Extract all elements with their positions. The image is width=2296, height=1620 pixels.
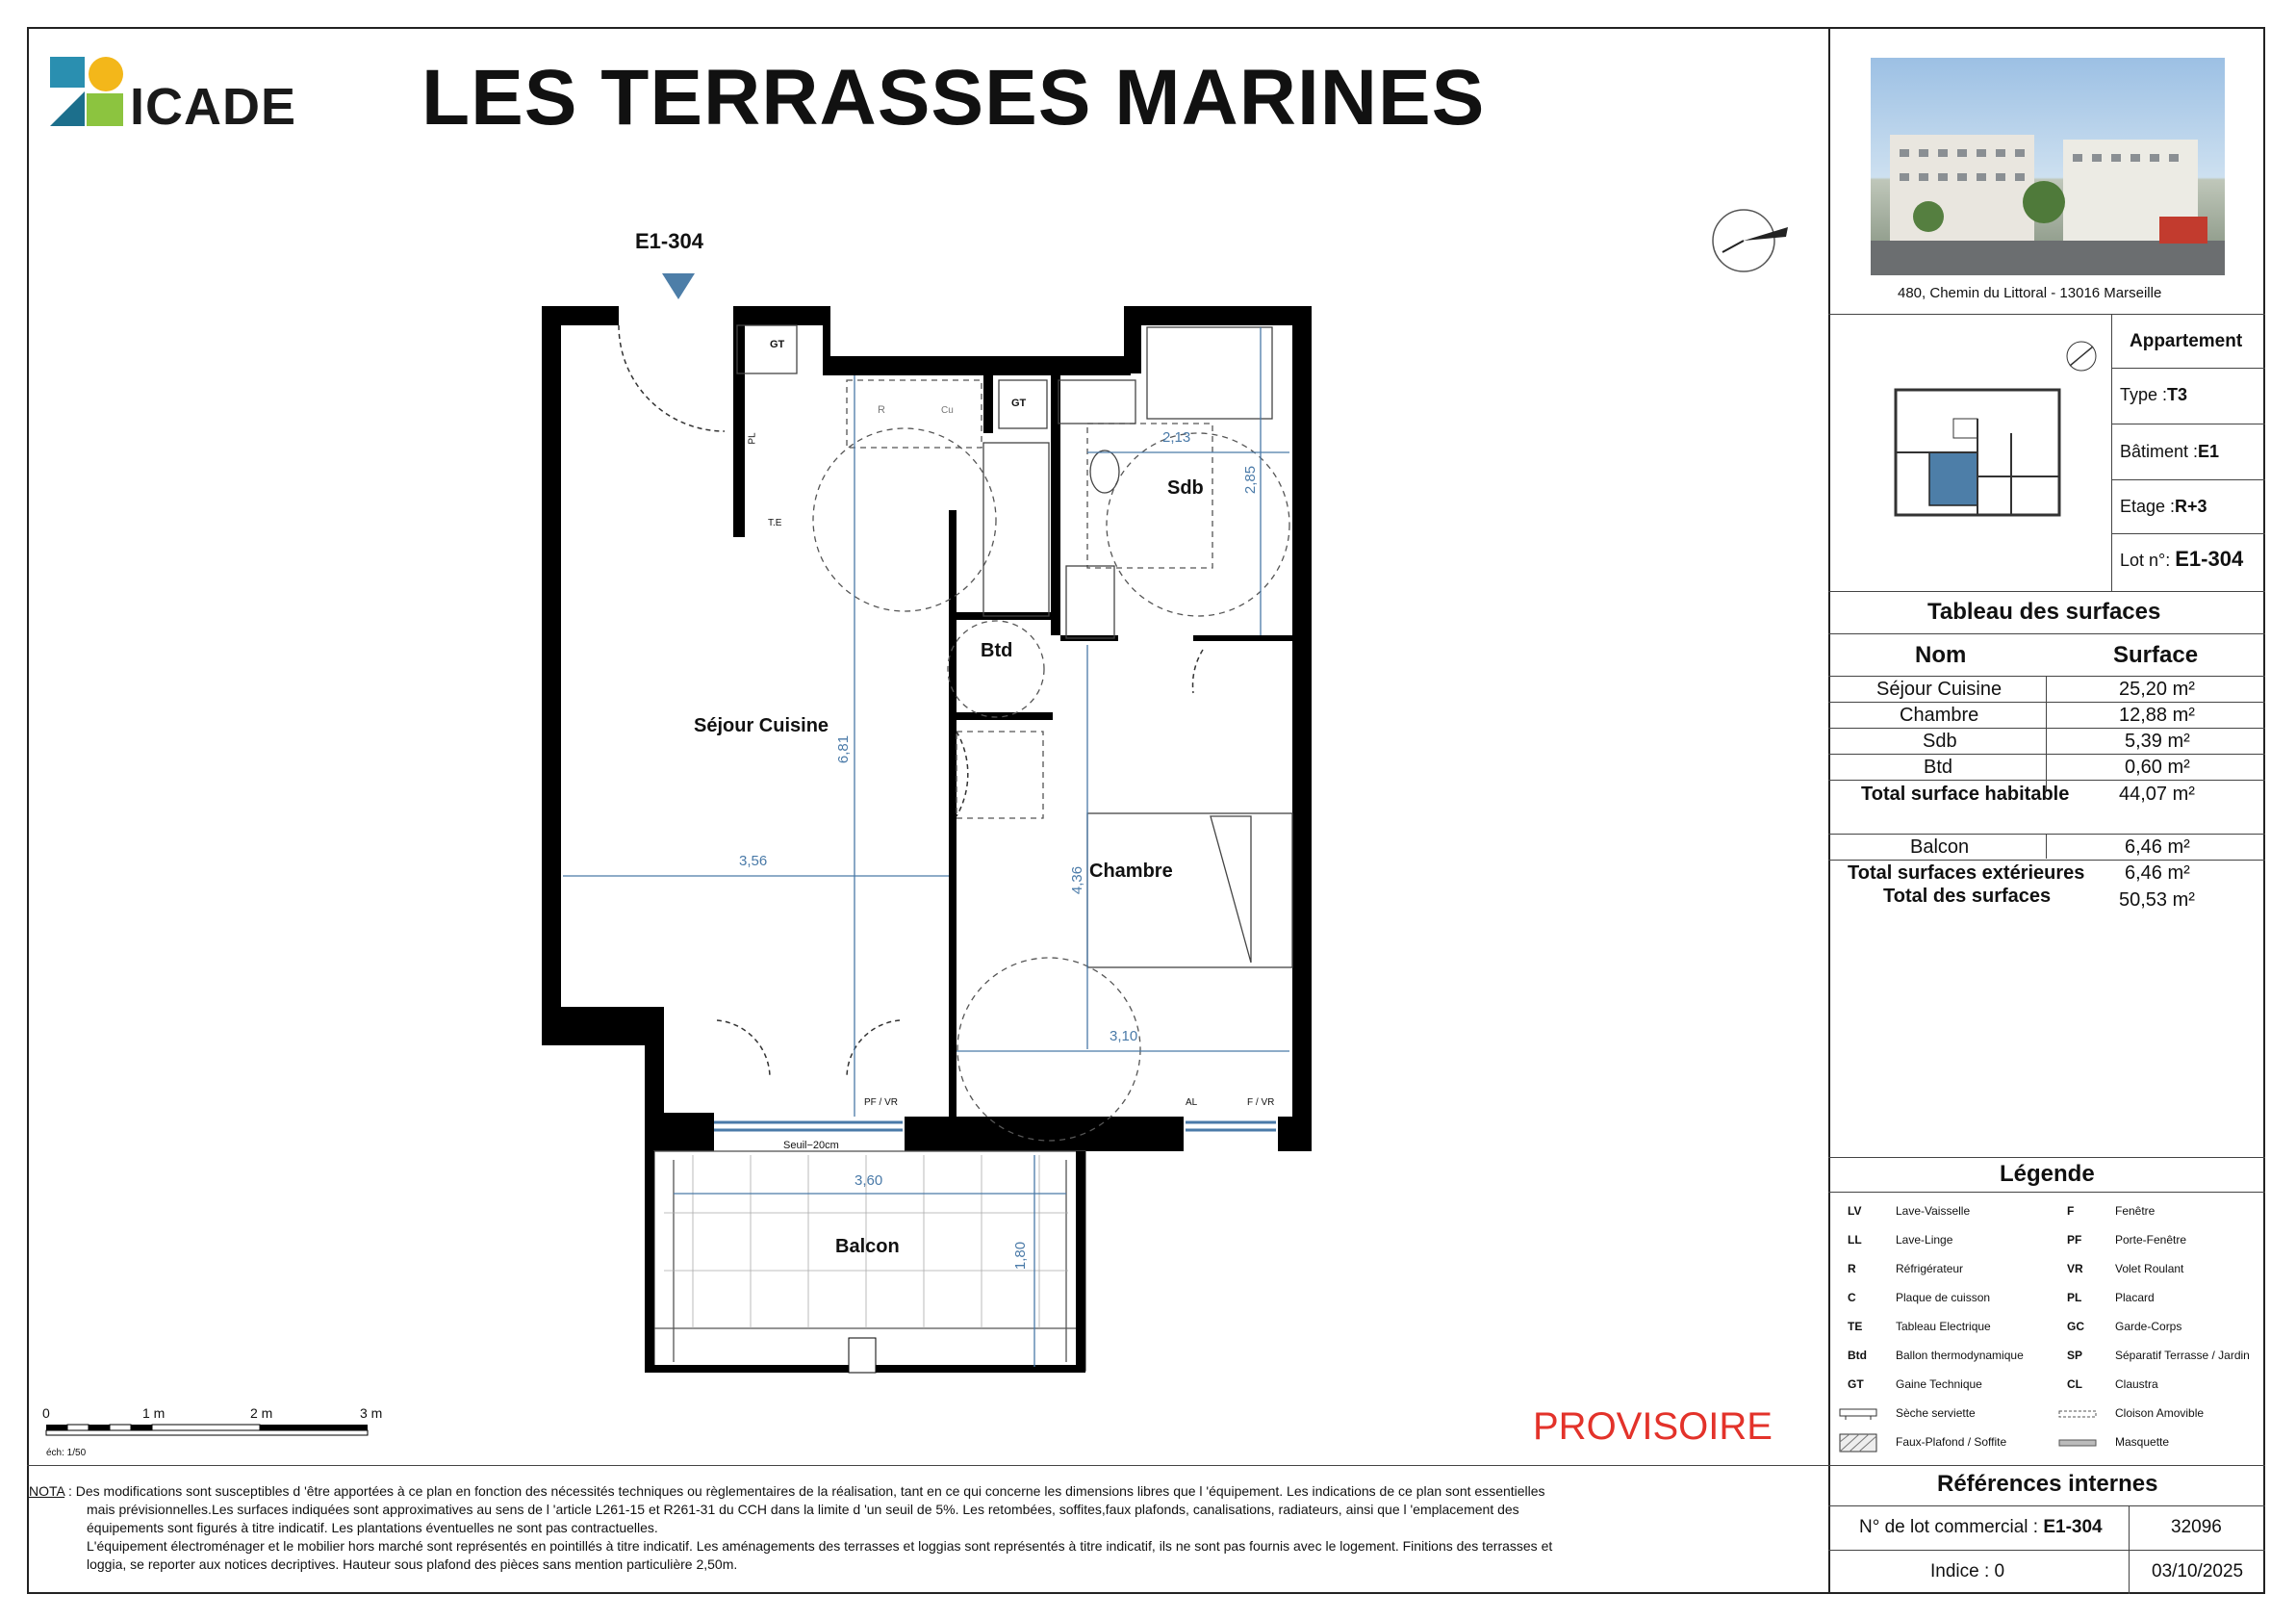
total-ext-label: Total surfaces extérieures (1848, 862, 2085, 884)
indice-field (1930, 1561, 2004, 1582)
legend-key: Btd (1848, 1349, 1867, 1362)
legend-key: F (2067, 1204, 2075, 1218)
building-render-image (1871, 58, 2225, 275)
fridge-label: R (878, 404, 885, 416)
total-habitable-value: 44,07 m² (2119, 784, 2195, 805)
dim-sdb-width: 2,13 (1162, 429, 1191, 446)
total-value: 50,53 m² (2119, 889, 2195, 911)
legend-value: Cloison Amovible (2115, 1406, 2205, 1420)
total-ext-value: 6,46 m² (2125, 862, 2190, 884)
nota-line-2: mais prévisionnelles.Les surfaces indiquées sont approximatives au sens de l 'article L261-15 et R261-31 du CCH dans la limite d 'un seuil de 5%. Les retombées, soffites,faux plafonds, canalisations, radiateurs, ainsi que l 'emplacement des (87, 1502, 1519, 1517)
indice-value: 0 (1994, 1561, 2005, 1581)
row-divider-3 (1828, 754, 2265, 755)
side-divider-2 (1828, 591, 2265, 592)
false-ceiling-icon (1838, 1432, 1880, 1453)
key-plan-icon (1886, 380, 2069, 525)
refs-divider-3 (1828, 1550, 2265, 1551)
dim-chambre-width: 3,10 (1110, 1028, 1138, 1044)
brand-name: ICADE (130, 78, 297, 136)
indice-label: Indice : (1930, 1561, 1990, 1581)
gt-label: GT (770, 339, 785, 350)
legend-value: Lave-Vaisselle (1896, 1204, 1971, 1218)
legend-value: Sèche serviette (1896, 1406, 1976, 1420)
refs-divider-1 (1828, 1465, 2265, 1466)
row-divider-1 (1828, 702, 2265, 703)
legend-key: LV (1848, 1204, 1862, 1218)
row-btd-surface: 0,60 m² (2125, 757, 2190, 778)
key-plan-compass-icon (2064, 339, 2099, 373)
masquette-icon (2057, 1438, 2100, 1448)
legend-title: Légende (2000, 1161, 2095, 1187)
row-chambre-nom: Chambre (1900, 705, 1979, 726)
nota-line-1: : Des modifications sont susceptibles d 'être apportées à ce plan en fonction des nécessités techniques ou règlementaires de la réalisation, tant en ce qui concerne les dimensions libres que l 'équipement. Les indications de ce plan sont essentielles (67, 1483, 1545, 1499)
cooktop-label: Cu (941, 405, 954, 416)
dim-sdb-height: 2,85 (1242, 465, 1260, 495)
legend-divider (1828, 1157, 2265, 1158)
nota-line-4: L'équipement électroménager et le mobilier hors marché sont représentés en pointillés à titre indicatif. Les aménagements des terrasses et loggias sont représentés à titre indicatif, ils ne sont pas fournis avec le logement. Finitions des terrasses et (87, 1538, 1553, 1554)
type-value: T3 (2167, 385, 2188, 404)
lot-commercial-value: E1-304 (2043, 1517, 2103, 1537)
scale-0: 0 (42, 1405, 50, 1421)
info-divider-1 (2111, 368, 2265, 369)
surfaces-col-divider (2046, 676, 2047, 791)
lot-field (2120, 547, 2243, 572)
batiment-field (2120, 442, 2219, 462)
dim-balcon-width: 3,60 (855, 1172, 883, 1189)
legend-value: Faux-Plafond / Soffite (1896, 1435, 2007, 1449)
legend-value: Plaque de cuisson (1896, 1291, 1991, 1304)
etage-label: Etage : (2120, 497, 2176, 516)
lot-value: E1-304 (2175, 547, 2244, 571)
row-btd-nom: Btd (1924, 757, 1953, 778)
type-field (2120, 385, 2187, 405)
nota-divider (27, 1465, 1828, 1466)
batiment-value: E1 (2198, 442, 2220, 461)
legend-key: GC (2067, 1320, 2084, 1333)
row-sdb-nom: Sdb (1923, 731, 1957, 752)
legend-key: VR (2067, 1262, 2083, 1275)
te-label: T.E (768, 518, 782, 528)
row-chambre-surface: 12,88 m² (2119, 705, 2195, 726)
refs-divider-2 (1828, 1505, 2265, 1506)
legend-value: Ballon thermodynamique (1896, 1349, 2024, 1362)
legend-value: Masquette (2115, 1435, 2170, 1449)
legend-value: Porte-Fenêtre (2115, 1233, 2187, 1247)
appartement-heading: Appartement (2130, 331, 2243, 351)
row-divider-5 (1828, 834, 2265, 835)
legend-value: Tableau Electrique (1896, 1320, 1991, 1333)
gt-label-2: GT (1011, 398, 1027, 409)
legend-value: Volet Roulant (2115, 1262, 2184, 1275)
row-sejour-surface: 25,20 m² (2119, 679, 2195, 700)
nota-line-5: loggia, se reporter aux notices decriptives. Hauteur sous plafond des pièces sans mention particulière 2,50m. (87, 1556, 738, 1572)
legend-key: C (1848, 1291, 1856, 1304)
legend-value: Placard (2115, 1291, 2155, 1304)
towel-dryer-icon (1838, 1407, 1880, 1421)
surfaces-divider-1 (1828, 633, 2265, 634)
type-label: Type : (2120, 385, 2168, 404)
legend-value: Réfrigérateur (1896, 1262, 1964, 1275)
col-surface-header: Surface (2113, 642, 2199, 668)
nota-label: NOTA (29, 1483, 65, 1499)
page-title: LES TERRASSES MARINES (421, 54, 1486, 141)
nota-block (29, 1482, 1799, 1574)
surfaces-col-divider-2 (2046, 834, 2047, 859)
address: 480, Chemin du Littoral - 13016 Marseille (1898, 285, 2162, 301)
info-col-divider (2111, 314, 2112, 591)
etage-field (2120, 497, 2207, 517)
room-btd-label: Btd (981, 640, 1013, 661)
info-divider-4 (2111, 533, 2265, 534)
legend-key: R (1848, 1262, 1856, 1275)
removable-partition-icon (2057, 1409, 2100, 1419)
seuil-label: Seuil−20cm (783, 1140, 839, 1151)
ref-number: 32096 (2171, 1517, 2222, 1537)
legend-title-divider (1828, 1192, 2265, 1193)
dim-chambre-depth: 4,36 (1069, 865, 1086, 895)
legend-list (1828, 1199, 2265, 1459)
scale-3m: 3 m (360, 1405, 383, 1421)
lot-commercial-label: N° de lot commercial : (1859, 1517, 2039, 1537)
legend-value: Garde-Corps (2115, 1320, 2182, 1333)
legend-key: SP (2067, 1349, 2083, 1362)
nota-line-3: équipements sont figurés à titre indicatif. Les plantations éventuelles ne sont pas contractuelles. (87, 1520, 658, 1535)
lot-label: Lot n°: (2120, 551, 2171, 570)
legend-value: Fenêtre (2115, 1204, 2156, 1218)
room-sejour-label: Séjour Cuisine (694, 715, 829, 736)
balcon-nom: Balcon (1910, 836, 1970, 858)
room-chambre-label: Chambre (1089, 861, 1173, 882)
legend-key: CL (2067, 1377, 2082, 1391)
row-divider-2 (1828, 728, 2265, 729)
scale-ech: éch: 1/50 (46, 1448, 87, 1458)
info-divider-3 (2111, 479, 2265, 480)
surfaces-divider-2 (1828, 676, 2265, 677)
balcon-surface: 6,46 m² (2125, 836, 2190, 858)
room-balcon-label: Balcon (835, 1236, 900, 1257)
row-sdb-surface: 5,39 m² (2125, 731, 2190, 752)
dim-balcon-depth: 1,80 (1012, 1241, 1030, 1271)
side-divider-1 (1828, 314, 2265, 315)
lot-commercial-field (1859, 1517, 2103, 1538)
etage-value: R+3 (2175, 497, 2207, 516)
refs-title: Références internes (1937, 1471, 2158, 1497)
fvr-label: F / VR (1247, 1097, 1275, 1108)
scale-2m: 2 m (250, 1405, 273, 1421)
lot-marker: E1-304 (635, 229, 703, 253)
legend-key: TE (1848, 1320, 1863, 1333)
al-label: AL (1186, 1097, 1198, 1108)
dim-sejour-width: 3,56 (739, 853, 768, 869)
surfaces-title: Tableau des surfaces (1927, 599, 2161, 625)
legend-value: Gaine Technique (1896, 1377, 1982, 1391)
row-divider-6 (1828, 860, 2265, 861)
legend-key: PF (2067, 1233, 2082, 1247)
legend-key: PL (2067, 1291, 2082, 1304)
legend-value: Claustra (2115, 1377, 2158, 1391)
date: 03/10/2025 (2152, 1561, 2244, 1581)
total-label: Total des surfaces (1883, 886, 2052, 907)
row-sejour-nom: Séjour Cuisine (1876, 679, 2003, 700)
col-nom-header: Nom (1915, 642, 1967, 668)
status-provisoire: PROVISOIRE (1533, 1405, 1773, 1448)
legend-value: Lave-Linge (1896, 1233, 1953, 1247)
total-habitable-label: Total surface habitable (1861, 784, 2070, 805)
legend-value: Séparatif Terrasse / Jardin (2115, 1349, 2250, 1362)
legend-key: LL (1848, 1233, 1862, 1247)
pfvr-label: PF / VR (864, 1097, 899, 1108)
batiment-label: Bâtiment : (2120, 442, 2199, 461)
dim-sejour-depth: 6,81 (835, 734, 853, 764)
scale-1m: 1 m (142, 1405, 166, 1421)
row-divider-4 (1828, 780, 2265, 781)
pl-label: PL (747, 432, 758, 445)
legend-key: GT (1848, 1377, 1864, 1391)
room-sdb-label: Sdb (1167, 477, 1204, 499)
